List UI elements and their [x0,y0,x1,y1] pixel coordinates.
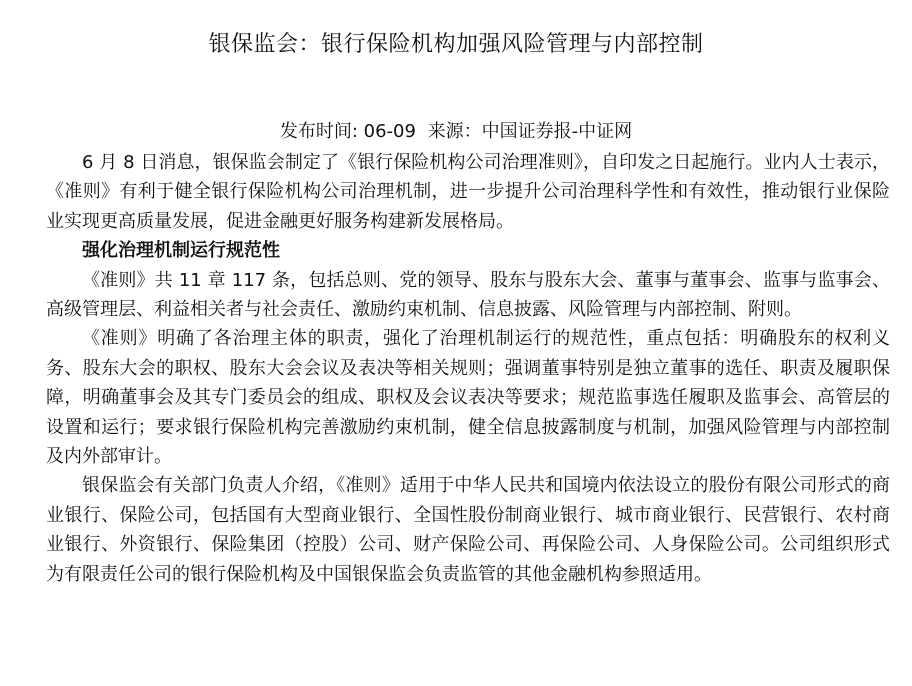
section-heading: 强化治理机制运行规范性 [82,240,280,262]
paragraph-structure: 《准则》共 11 章 117 条，包括总则、党的领导、股东与股东大会、董事与董事会、监事与监事会、高级管理层、利益相关者与社会责任、激励约束机制、信息披露、风险管理与内部控制、附则。 [46,269,890,321]
paragraph-responsibilities: 《准则》明确了各治理主体的职责，强化了治理机制运行的规范性，重点包括：明确股东的权利义务、股东大会的职权、股东大会会议及表决等相关规则；强调董事特别是独立董事的选任、职责及履职保障，明确董事会及其专门委员会的组成、职权及会议表决等要求；规范监事选任履职及监事会、高管层的设置和运行；要求银行保险机构完善激励约束机制，健全信息披露制度与机制，加强风险管理与内部控制及内外部审计。 [46,328,890,468]
article-title: 银保监会：银行保险机构加强风险管理与内部控制 [208,32,704,57]
paragraph-scope: 银保监会有关部门负责人介绍，《准则》适用于中华人民共和国境内依法设立的股份有限公司形式的商业银行、保险公司，包括国有大型商业银行、全国性股份制商业银行、城市商业银行、民营银行、农村商业银行、外资银行、保险集团（控股）公司、财产保险公司、再保险公司、人身保险公司。公司组织形式为有限责任公司的银行保险机构及中国银保监会负责监管的其他金融机构参照适用。 [46,475,890,585]
article-meta [0,118,912,146]
article-body [46,148,890,589]
article-source: 来源：中国证券报-中证网 [427,121,633,142]
publish-time: 发布时间: 06-09 [279,121,416,142]
paragraph-intro: 6 月 8 日消息，银保监会制定了《银行保险机构公司治理准则》，自印发之日起施行。业内人士表示，《准则》有利于健全银行保险机构公司治理机制，进一步提升公司治理科学性和有效性，推动银行业保险业实现更高质量发展，促进金融更好服务构建新发展格局。 [46,152,890,232]
